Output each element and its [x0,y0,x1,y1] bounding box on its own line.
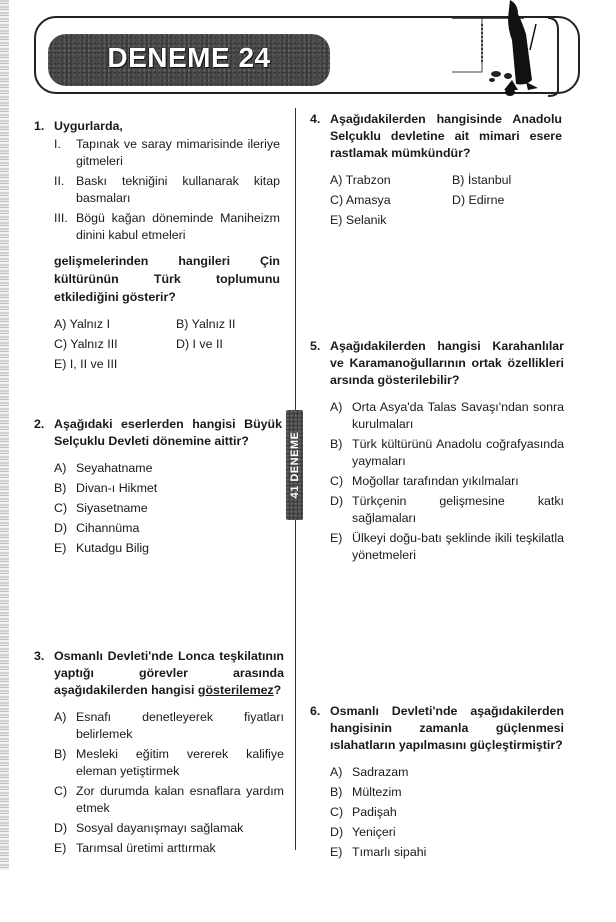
option-text: Mesleki eğitim vererek kalifiye eleman yetiştirmek [76,747,284,778]
side-tab [286,410,303,520]
statement-item [54,210,280,244]
option-e[interactable] [330,844,564,861]
stem-text-end: ? [273,683,282,697]
option-b[interactable] [330,436,564,470]
option-b[interactable] [54,746,284,780]
option-letter: A) [330,765,343,779]
option-c[interactable] [330,192,452,209]
option-letter: A) [54,317,67,331]
option-letter: B) [54,747,67,761]
option-text: Yalnız II [191,317,236,331]
option-c[interactable] [330,473,564,490]
question-5 [310,338,564,567]
option-text: Zor durumda kalan esnaflara yardım etmek [76,784,284,815]
question-stem: Aşağıdaki eserlerden hangisi Büyük Selçuklu Devleti dönemine aittir? [54,417,282,448]
statement-list [54,136,280,244]
option-text: Kutadgu Bilig [76,541,150,555]
option-letter: C) [330,805,344,819]
options-list [54,316,280,373]
option-d[interactable] [54,820,284,837]
option-letter: A) [330,173,343,187]
question-stem [54,648,284,699]
option-text: Trabzon [345,173,391,187]
option-letter: C) [330,193,344,207]
scan-edge-artifact [0,0,9,870]
option-text: Türk kültürünü Anadolu coğrafyasında yaymaları [352,437,564,468]
question-stem: Aşağıdakilerden hangisi Karahanlılar ve Karamanoğullarının ortak özellikleri arsında gösterilebilir? [330,339,564,387]
option-a[interactable] [54,460,282,477]
option-d[interactable] [452,192,562,209]
option-c[interactable] [54,500,282,517]
option-letter: E) [54,841,67,855]
option-text: Edirne [468,193,505,207]
statement-text: Baskı tekniğini kullanarak kitap basmaları [76,174,280,205]
options-list [330,172,562,229]
option-text: I, II ve III [69,357,118,371]
option-text: Yeniçeri [352,825,396,839]
option-c[interactable] [54,783,284,817]
option-letter: E) [54,541,67,555]
option-e[interactable] [330,530,564,564]
question-4 [310,111,562,229]
question-stem: Aşağıdakilerden hangisinde Anadolu Selçuklu devletine ait mimari esere rastlamak mümkündür? [330,112,562,160]
option-text: Siyasetname [76,501,148,515]
question-number: 5. [310,339,321,353]
option-text: Sadrazam [352,765,409,779]
option-letter: C) [54,784,68,798]
question-number: 1. [34,119,45,133]
janitor-sweeping-illustration [452,0,592,100]
option-e[interactable] [54,840,284,857]
option-text: Amasya [345,193,391,207]
option-text: Seyahatname [76,461,153,475]
stem-text: Osmanlı Devleti'nde Lonca teşkilatının yaptığı görevler arasında aşağıdakilerden hangisi [54,649,284,697]
option-letter: E) [54,357,67,371]
option-letter: B) [176,317,189,331]
option-text: Selanik [345,213,387,227]
statement-text: Tapınak ve saray mimarisinde ileriye gitmeleri [76,137,280,168]
side-tab-label: 41 DENEME [288,431,301,499]
options-list [54,709,284,857]
option-letter: D) [54,821,68,835]
options-list [330,399,564,564]
option-d[interactable] [54,520,282,537]
option-text: Sosyal dayanışmayı sağlamak [76,821,244,835]
option-letter: E) [330,531,343,545]
question-1 [34,118,280,373]
option-text: Yalnız I [69,317,111,331]
option-text: I ve II [192,337,223,351]
option-letter: A) [54,461,67,475]
question-stem: Osmanlı Devleti'nde aşağıdakilerden hangisinin zamanla güçlenmesi ıslahatların yapılmasını güçleştirmiştir? [330,704,564,752]
question-3 [34,648,284,860]
question-stem: Uygurlarda, [54,119,123,133]
option-letter: C) [330,474,344,488]
option-text: Padişah [352,805,397,819]
option-b[interactable] [54,480,282,497]
option-text: Cihannüma [76,521,140,535]
options-list [54,460,282,557]
option-e[interactable] [330,212,452,229]
option-e[interactable] [54,356,176,373]
option-letter: D) [176,337,190,351]
option-b[interactable] [176,316,296,333]
statement-item [54,136,280,170]
question-number: 3. [34,649,45,663]
option-letter: D) [330,825,344,839]
option-letter: E) [330,213,343,227]
option-letter: C) [54,337,68,351]
option-a[interactable] [330,399,564,433]
option-c[interactable] [54,336,176,353]
option-a[interactable] [330,764,564,781]
page-title: DENEME 24 [107,42,271,73]
option-d[interactable] [330,493,564,527]
option-text: Tarımsal üretimi arttırmak [76,841,216,855]
header-banner [48,34,330,86]
statement-text: Bögü kağan döneminde Maniheizm dinini kabul etmeleri [76,211,280,242]
option-a[interactable] [54,709,284,743]
option-text: Esnafı denetleyerek fiyatları belirlemek [76,710,284,741]
statement-roman: III. [54,211,68,225]
option-text: Orta Asya'da Talas Savaşı'ndan sonra kurulmaları [352,400,564,431]
option-text: Divan-ı Hikmet [76,481,158,495]
option-text: Yalnız III [70,337,118,351]
option-letter: C) [54,501,68,515]
stem-emphasis: gösterilemez [197,683,274,697]
option-a[interactable] [54,316,176,333]
question-number: 4. [310,112,321,126]
option-text: Tımarlı sipahi [352,845,427,859]
question-6 [310,703,564,864]
option-text: Ülkeyi doğu-batı şeklinde ikili teşkilatla yönetmeleri [352,531,564,562]
option-letter: A) [54,710,67,724]
statement-roman: II. [54,174,65,188]
option-letter: E) [330,845,343,859]
option-text: Mültezim [352,785,402,799]
question-tail: gelişmelerinden hangileri Çin kültürünün Türk toplumunu etkilediğini gösterir? [54,254,280,304]
option-text: İstanbul [467,173,512,187]
statement-item [54,173,280,207]
option-text: Moğollar tarafından yıkılmaları [352,474,519,488]
option-d[interactable] [176,336,296,353]
option-a[interactable] [330,172,452,189]
option-c[interactable] [330,804,564,821]
option-letter: B) [54,481,67,495]
statement-roman: I. [54,137,61,151]
option-letter: B) [330,437,343,451]
option-letter: B) [330,785,343,799]
option-d[interactable] [330,824,564,841]
question-2 [34,416,282,560]
option-letter: D) [54,521,68,535]
options-list [330,764,564,861]
option-letter: D) [452,193,466,207]
question-number: 6. [310,704,321,718]
option-b[interactable] [452,172,562,189]
option-b[interactable] [330,784,564,801]
option-text: Türkçenin gelişmesine katkı sağlamaları [352,494,564,525]
option-letter: B) [452,173,465,187]
question-number: 2. [34,417,45,431]
option-e[interactable] [54,540,282,557]
option-letter: D) [330,494,344,508]
option-letter: A) [330,400,343,414]
